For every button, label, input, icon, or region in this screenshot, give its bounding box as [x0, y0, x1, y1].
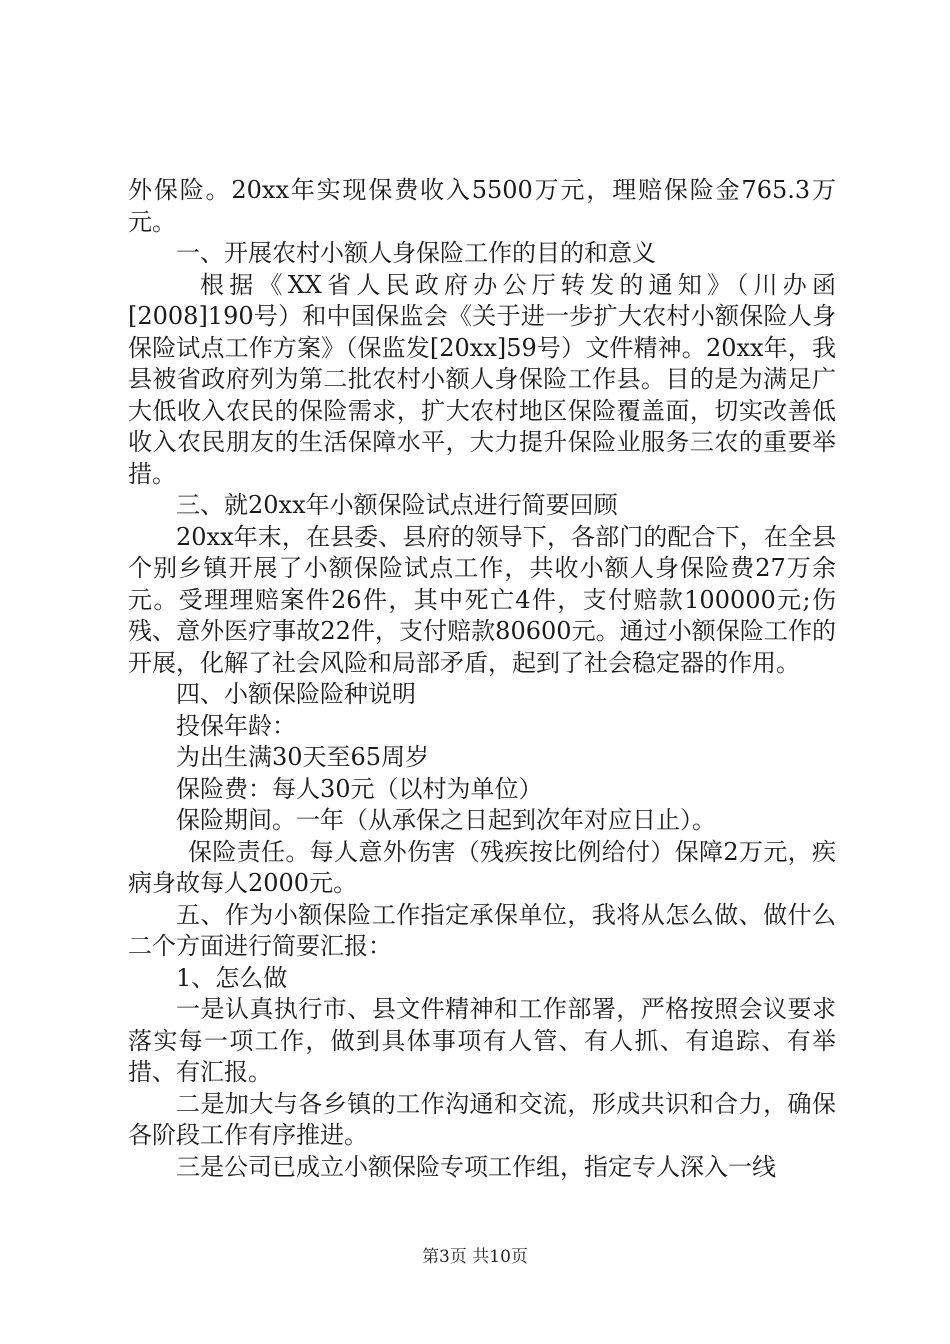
paragraph: 外保险。20xx年实现保费收入5500万元，理赔保险金765.3万元。 — [128, 176, 836, 236]
section-heading: 三、就20xx年小额保险试点进行简要回顾 — [176, 491, 618, 519]
section-heading: 四、小额保险险种说明 — [176, 680, 416, 708]
paragraph: 二是加大与各乡镇的工作沟通和交流，形成共识和合力，确保各阶段工作有序推进。 — [128, 1089, 836, 1149]
page-footer — [0, 1242, 950, 1267]
section-heading: 一、开展农村小额人身保险工作的目的和意义 — [176, 239, 656, 267]
paragraph: 20xx年末，在县委、县府的领导下，各部门的配合下，在全县个别乡镇开展了小额保险试点工作，共收小额人身保险费27万余元。受理理赔案件26件，其中死亡4件，支付赔款100000元;伤残、意外医疗事故22件，支付赔款80600元。通过小额保险工作的开展，化解了社会风险和局部矛盾，起到了社会稳定器的作用。 — [128, 522, 836, 677]
paragraph: 保险费：每人30元（以村为单位） — [176, 774, 543, 803]
paragraph: 投保年龄： — [176, 711, 296, 740]
paragraph: 根据《XX省人民政府办公厅转发的通知》（川办函[2008]190号）和中国保监会《关于进一步扩大农村小额保险人身保险试点工作方案》（保监发[20xx]59号）文件精神。20xx年，我县被省政府列为第二批农村小额人身保险工作县。目的是为满足广大低收入农民的保险需求，扩大农村地区保险覆盖面，切实改善低收入农民朋友的生活保障水平，大力提升保险业服务三农的重要举措。 — [128, 270, 836, 488]
paragraph: 三是公司已成立小额保险专项工作组，指定专人深入一线 — [176, 1152, 776, 1181]
subsection-heading: 1、怎么做 — [176, 963, 288, 992]
document-body — [128, 175, 836, 1183]
paragraph: 保险责任。每人意外伤害（残疾按比例给付）保障2万元，疾病身故每人2000元。 — [128, 837, 836, 897]
page-number-label: 第3页 共10页 — [422, 1247, 528, 1267]
paragraph: 保险期间。一年（从承保之日起到次年对应日止）。 — [176, 806, 716, 834]
paragraph: 为出生满30天至65周岁 — [176, 743, 430, 771]
section-heading: 五、作为小额保险工作指定承保单位，我将从怎么做、做什么二个方面进行简要汇报： — [128, 900, 836, 960]
paragraph: 一是认真执行市、县文件精神和工作部署，严格按照会议要求落实每一项工作，做到具体事项有人管、有人抓、有追踪、有举措、有汇报。 — [128, 995, 836, 1086]
